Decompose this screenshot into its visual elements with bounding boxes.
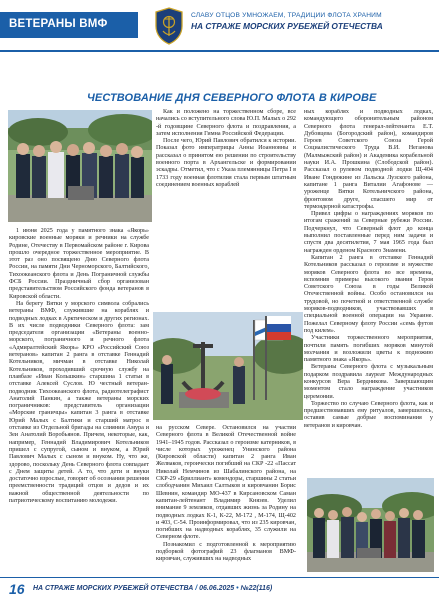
footer-separator: • — [236, 585, 241, 592]
article-paragraph: Привел цифры о награждениях моряков по итогам сражений за Северные рубежи России. Подчеркнул, что Северный флот до конца выполнил поставленные перед ним задачи и спустя два десятилетия, 7 мая 1965 года был награжден орденом Красного Знамени. — [304, 211, 433, 254]
footer-title: НА СТРАЖЕ МОРСКИХ РУБЕЖЕЙ ОТЕЧЕСТВА — [33, 585, 194, 592]
article-paragraph: Познакомил с подготовленной к мероприятию подборкой фотографий 23 флагманов ВМФ-кировчан, служивших на надводных — [156, 541, 296, 563]
article-paragraph: Как и положено на торжественном сборе, все начались со вступительного слова Ю.П. Малых о 292 -й годовщине Северного флота и поздравления, а затем исполнения Гимна Российской Федерации. — [156, 109, 296, 137]
article-paragraph: на русском Севере. Остановился на участии Северного флота в Великой Отечественной войне 1941–1945 годов. Рассказал о героизме катерников, в числе которых уроженец Унинского района (Кировской области) капитан 2 ранга Иван Желваков, героически погибший на СКР -22 «Пассат Николай Немчинов из Шабалинского района, на СКР-29 «Бриллиант» комендоры, старшины 2 статьи слободчанин Михаил Салтыков и кировчанин Борис Шевнин, командир МО-437 в Кирсановском Саман капитан-лейтенант Владимир Князев. Уделил внимание 9 земляков, отдавших жизнь за Родину на подводных лодках К-1, К-22, М-172 , М-174, Щ-402 и 403, С-54. Проинформировал, что из 235 кировчан, погибших на надводных кораблях, 35 служили на Северном флоте. — [156, 425, 296, 541]
article-title: ЧЕСТВОВАНИЕ ДНЯ СЕВЕРНОГО ФЛОТА В КИРОВЕ — [87, 92, 377, 104]
veterans-group-photo — [8, 110, 152, 222]
article-paragraph: Капитан 2 ранга в отставке Геннадий Котельников рассказал о героизме и мужестве моряков Северного флота во все времена, вспомнив примеры высокого звания Героя Советского Союза в годы Великой Отечественной войны. Особо остановился на трудовой, но почетной и ответственной службе моряков-подводников, участвовавших в специальной военной операции на Украине. Пожелал Северному флоту России «семь футов под килем». — [304, 254, 433, 334]
footer-date: 06.06.2025 — [199, 585, 235, 592]
page-footer — [0, 577, 439, 600]
masthead-slogan: СЛАВУ ОТЦОВ УМНОЖАЕМ, ТРАДИЦИИ ФЛОТА ХРАНИМ — [191, 12, 382, 19]
article-column-2-continued — [156, 425, 296, 564]
page-header — [0, 0, 439, 52]
article-column-1 — [9, 228, 149, 505]
masthead-title: НА СТРАЖЕ МОРСКИХ РУБЕЖЕЙ ОТЕЧЕСТВА — [191, 21, 383, 31]
footer-separator: / — [195, 585, 200, 592]
navy-emblem-icon — [153, 7, 185, 45]
anchor-monument-photo — [153, 312, 303, 420]
footer-divider — [0, 577, 439, 578]
article-column-2 — [156, 109, 296, 189]
veterans-families-photo — [307, 478, 434, 572]
article-paragraph: Участники торжественного мероприятия, почтили память погибших моряков минутой молчания и возложили цветы к подножию памятного знака «Якорь». — [304, 335, 433, 364]
footer-publication-info — [33, 585, 272, 592]
article-paragraph: Ветераны Северного флота с музыкальным подарком поздравила лауреат Международных конкурсов Вера Бердникова. Завершающим моментом стало награждение участников церемонии. — [304, 364, 433, 400]
page-number: 16 — [9, 581, 25, 597]
header-divider — [0, 50, 439, 52]
article-column-3 — [304, 109, 433, 475]
article-paragraph: Торжество по случаю Северного флота, как и предшествовавших ему ритуалов, завершилось, оставив самые добрые воспоминания у ветеранов и кировчан. — [304, 400, 433, 429]
footer-issue: №22(116) — [240, 585, 273, 592]
article-paragraph: 1 июня 2025 года у памятного знака «Якорь» кировские военные моряки и речники на службе Родине, Отечеству в Первомайском районе г. Кирова прошло очередное торжественное мероприятие. В этот раз оно посвящено Дню Северного флота России, на памяти Дни Черноморского, Балтийского, Тихоокеанского флота и День Пограничной службы ФСБ России. Праздничный сбор организован представительством Российского фонда ветеранов в Кировской области. — [9, 228, 149, 300]
article-paragraph: После чего, Юрий Павлович обратился к истории. Показал фото императрицы Анны Иоанновны и рассказал о принятом ею решении по строительству военного порта в Архангельске и формировании эскадры. Отметил, что с Указа племянницы Петра I в 1733 году военная флотилия стала первым штатным соединением военных кораблей — [156, 138, 296, 188]
article-paragraph: ных кораблях и подводных лодках, командующего оборонительным районом Северного флота генерал-лейтенанта Е.Т. Дубовцева (Богородский район), командиров Героев Советского Союза Герой Социалистического Труда В.И. Неганова (Малмыжский район) и Академика корабельной науки И.А. Прошкина (Слободской район). Рассказал о рулевом подводной лодки Щ-404 Иване Гондюкине из Лальска Лузского района, капитане 1 ранга Виталии Агафонове — уроженце Вятки Котельничского района, фронтовом друге, спасшего мир от термоядерной катастрофы. — [304, 109, 433, 210]
section-label: ВЕТЕРАНЫ ВМФ — [0, 12, 138, 38]
article-paragraph: На берегу Вятки у морского символа собрались ветераны ВМФ, служившие на кораблях и подводных лодках в Арктическом и других регионах. В их числе подводники Северного флота: зам председателя организации «Ветераны военно-морского, пограничного и речного флота «Адмиралтейский Якорь» КРО «Российский Союз ветеранов» капитан 2 ранга в отставке Геннадий Котельников, мичман в отставке Николай Котельников, проходивший срочную службу на плавбазе «Иван Кольшкин» старшина 1 статьи в отставке Алексей Суслов. Ю честный ветеран-подводник Тихоокеанского флота, радиотелеграфист Анатолий Панкин, а также ветераны морских пограничников: представитель организации «Морские граничцы» капитан 3 ранга в отставке Юрий Малых с Балтики и старший матрос в отставке из Отдельной бригады на слиянии Амура и Зеи Анатолий Воробьянов. Причем, некоторые, как, например, Геннадий Владимирович Котельников пришел с супругой, сыном и внуком, а Юрий Павлович Малых с сыном и внуком. Ну, что же, здорово, поскольку День Северного флота совпадает с Днем защиты детей. А то, что дети и внуки достаточно взрослые, говорит об осознании решения преемственности традиций отцов и дедов и их важной общественной деятельности по патриотическому воспитанию молодежи. — [9, 300, 149, 504]
